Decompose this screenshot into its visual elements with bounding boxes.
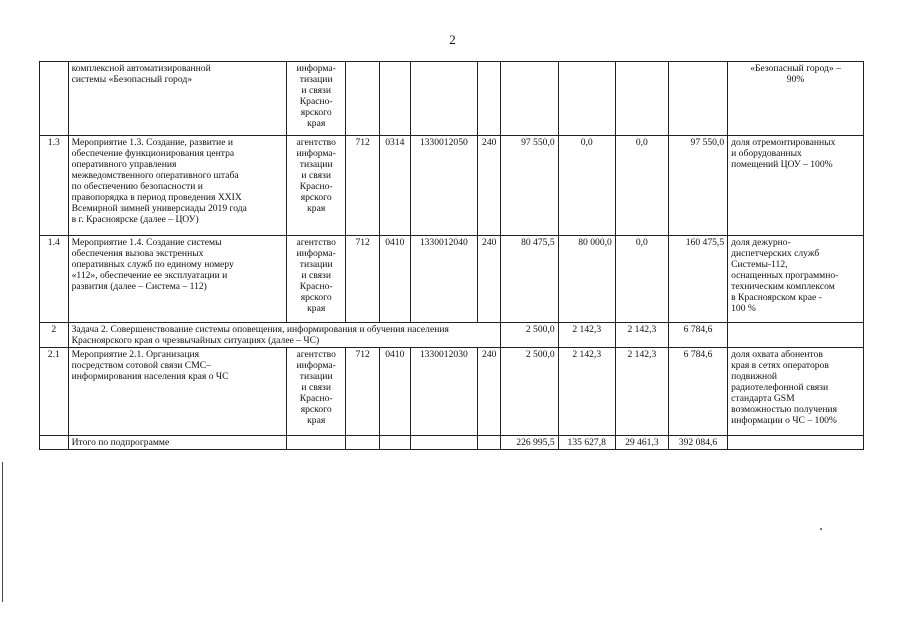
activity-name: Мероприятие 2.1. Организация посредством сотовой связи СМС– информирования населения края о ЧС: [68, 348, 287, 436]
grbs-code: 712: [346, 236, 380, 323]
csr-code: [410, 62, 477, 136]
rzpr-code: [379, 62, 410, 136]
csr-code: 1330012040: [410, 236, 477, 323]
row-number: [40, 62, 69, 136]
responsible-agency: агентство информа- тизации и связи Красно- ярского края: [287, 348, 346, 436]
year2-amount: 0,0: [558, 136, 615, 236]
scan-dot-mark: [820, 528, 822, 530]
row-number: 1.4: [40, 236, 69, 323]
grbs-code: 712: [346, 348, 380, 436]
vr-code: 240: [477, 136, 500, 236]
rzpr-code: 0410: [379, 348, 410, 436]
csr-code: 1330012030: [410, 348, 477, 436]
year1-amount: 97 550,0: [501, 136, 558, 236]
vr-code: 240: [477, 236, 500, 323]
total-amount: 6 784,6: [668, 348, 727, 436]
year1-amount: 226 995,5: [501, 436, 558, 450]
expected-result: «Безопасный город» – 90%: [728, 62, 864, 136]
total-amount: 97 550,0: [668, 136, 727, 236]
year3-amount: 0,0: [615, 236, 668, 323]
rzpr-code: 0410: [379, 236, 410, 323]
row-number: [40, 436, 69, 450]
empty-cell: [346, 436, 380, 450]
total-amount: 392 084,6: [668, 436, 727, 450]
year1-amount: 80 475,5: [501, 236, 558, 323]
page-number: 2: [449, 32, 456, 47]
total-label: Итого по подпрограмме: [68, 436, 287, 450]
year2-amount: [558, 62, 615, 136]
task-title: Задача 2. Совершенствование системы оповещения, информирования и обучения населения Красноярского края о чрезвычайных ситуациях (далее – ЧС): [68, 323, 501, 348]
empty-cell: [287, 436, 346, 450]
scan-edge-mark: [2, 462, 3, 602]
table-row: [40, 62, 864, 136]
total-amount: 6 784,6: [668, 323, 727, 348]
table-row: [40, 348, 864, 436]
year2-amount: 80 000,0: [558, 236, 615, 323]
year2-amount: 2 142,3: [558, 323, 615, 348]
expected-result: [728, 323, 864, 348]
year3-amount: 0,0: [615, 136, 668, 236]
grbs-code: [346, 62, 380, 136]
subprogram-activities-table: [39, 61, 864, 450]
year3-amount: [615, 62, 668, 136]
rzpr-code: 0314: [379, 136, 410, 236]
grbs-code: 712: [346, 136, 380, 236]
year1-amount: [501, 62, 558, 136]
total-amount: [668, 62, 727, 136]
year1-amount: 2 500,0: [501, 323, 558, 348]
total-row: [40, 436, 864, 450]
vr-code: 240: [477, 348, 500, 436]
year3-amount: 2 142,3: [615, 348, 668, 436]
year3-amount: 2 142,3: [615, 323, 668, 348]
year3-amount: 29 461,3: [615, 436, 668, 450]
activity-name: Мероприятие 1.4. Создание системы обеспечения вызова экстренных оперативных служб по единому номеру «112», обеспечение ее эксплуатации и развития (далее – Система – 112): [68, 236, 287, 323]
activity-name: Мероприятие 1.3. Создание, развитие и обеспечение функционирования центра оперативного управления межведомственного оперативного штаба по обеспечению безопасности и правопорядка в период проведения XXIX Всемирной зимней универсиады 2019 года в г. Красноярске (далее – ЦОУ): [68, 136, 287, 236]
empty-cell: [379, 436, 410, 450]
expected-result: доля дежурно- диспетчерских служб Системы-112, оснащенных программно- техническим комплексом в Красноярском крае - 100 %: [728, 236, 864, 323]
responsible-agency: агентство информа- тизации и связи Красно- ярского края: [287, 136, 346, 236]
activity-name: комплексной автоматизированной системы «Безопасный город»: [68, 62, 287, 136]
csr-code: 1330012050: [410, 136, 477, 236]
table-row: [40, 236, 864, 323]
year2-amount: 2 142,3: [558, 348, 615, 436]
expected-result: доля отремонтированных и оборудованных помещений ЦОУ – 100%: [728, 136, 864, 236]
total-amount: 160 475,5: [668, 236, 727, 323]
row-number: 2.1: [40, 348, 69, 436]
empty-cell: [410, 436, 477, 450]
expected-result: доля охвата абонентов края в сетях операторов подвижной радиотелефонной связи стандарта GSM возможностью получения информации о ЧС – 100%: [728, 348, 864, 436]
year2-amount: 135 627,8: [558, 436, 615, 450]
responsible-agency: агентство информа- тизации и связи Красно- ярского края: [287, 236, 346, 323]
responsible-agency: информа- тизации и связи Красно- ярского края: [287, 62, 346, 136]
empty-cell: [477, 436, 500, 450]
row-number: 2: [40, 323, 69, 348]
empty-cell: [728, 436, 864, 450]
year1-amount: 2 500,0: [501, 348, 558, 436]
task-row: [40, 323, 864, 348]
vr-code: [477, 62, 500, 136]
table-row: [40, 136, 864, 236]
row-number: 1.3: [40, 136, 69, 236]
